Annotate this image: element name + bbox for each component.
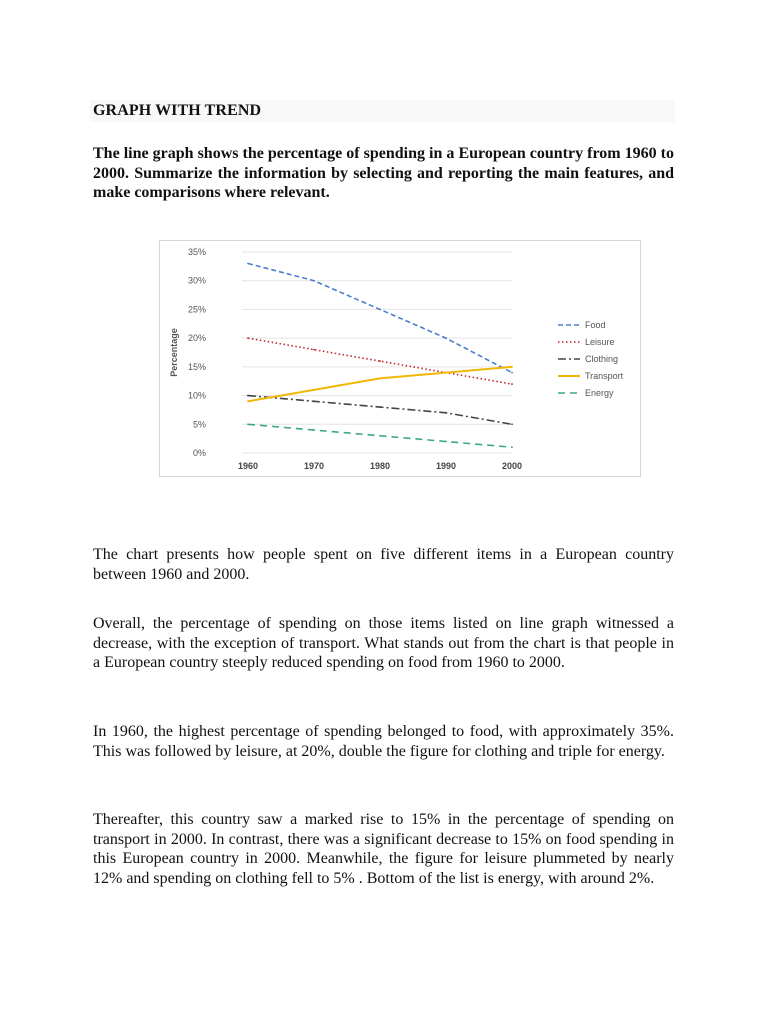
data-point-transport <box>247 400 249 402</box>
x-tick-label: 1960 <box>237 461 259 471</box>
legend-label-energy: Energy <box>585 388 614 398</box>
series-line-food <box>248 263 512 372</box>
y-tick-label: 20% <box>187 333 206 344</box>
legend-label-leisure: Leisure <box>585 337 615 347</box>
data-point-energy <box>445 441 447 443</box>
data-point-energy <box>511 446 513 448</box>
legend-label-food: Food <box>585 320 606 330</box>
x-tick-label: 2000 <box>501 461 523 471</box>
y-tick-label: 10% <box>187 390 206 401</box>
data-point-energy <box>379 435 381 437</box>
paragraph-introduction: The chart presents how people spent on five different items in a European country between 1960 and 2000. <box>93 546 674 583</box>
x-tick-label: 1970 <box>303 461 325 471</box>
data-point-food <box>247 263 249 265</box>
y-tick-label: 5% <box>192 419 206 430</box>
data-point-food <box>379 309 381 311</box>
data-point-food <box>313 280 315 282</box>
y-tick-label: 25% <box>187 304 206 315</box>
data-point-transport <box>379 377 381 379</box>
line-chart <box>159 240 641 477</box>
data-point-leisure <box>511 383 513 385</box>
x-tick-label: 1980 <box>369 461 391 471</box>
chart-svg <box>160 241 640 476</box>
data-point-clothing <box>247 395 249 397</box>
data-point-leisure <box>247 337 249 339</box>
data-point-clothing <box>445 412 447 414</box>
legend-label-clothing: Clothing <box>585 354 619 364</box>
paragraph-overview: Overall, the percentage of spending on those items listed on line graph witnessed a decrease, with the exception of transport. What stands out from the chart is that people in a European country steeply reduced spending on food from 1960 to 2000. <box>93 615 674 671</box>
legend-label-transport: Transport <box>585 371 624 381</box>
data-point-transport <box>313 389 315 391</box>
y-tick-label: 30% <box>187 275 206 286</box>
paragraph-details-1960: In 1960, the highest percentage of spending belonged to food, with approximately 35%. This was followed by leisure, at 20%, double the figure for clothing and triple for energy. <box>93 723 674 760</box>
data-point-food <box>445 337 447 339</box>
document-heading: GRAPH WITH TREND <box>93 102 262 119</box>
series-line-clothing <box>248 396 512 425</box>
data-point-transport <box>445 372 447 374</box>
x-tick-label: 1990 <box>435 461 457 471</box>
data-point-energy <box>313 429 315 431</box>
data-point-transport <box>511 366 513 368</box>
y-tick-label: 15% <box>187 361 206 372</box>
data-point-clothing <box>313 400 315 402</box>
data-point-clothing <box>379 406 381 408</box>
y-tick-label: 0% <box>192 448 206 458</box>
y-tick-label: 35% <box>187 247 206 257</box>
data-point-leisure <box>313 349 315 351</box>
task-prompt: The line graph shows the percentage of spending in a European country from 1960 to 2000. Summarize the information by selecting and reporting the main features, and make comparisons where relevant. <box>93 145 674 201</box>
data-point-leisure <box>379 360 381 362</box>
paragraph-details-trends: Thereafter, this country saw a marked rise to 15% in the percentage of spending on transport in 2000. In contrast, there was a significant decrease to 15% on food spending in this European country in 2000. Meanwhile, the figure for leisure plummeted by nearly 12% and spending on clothing fell to 5% . Bottom of the list is energy, with around 2%. <box>93 811 674 887</box>
series-line-transport <box>248 367 512 401</box>
data-point-food <box>511 372 513 374</box>
y-axis-label: Percentage <box>169 328 179 377</box>
data-point-energy <box>247 423 249 425</box>
data-point-clothing <box>511 423 513 425</box>
